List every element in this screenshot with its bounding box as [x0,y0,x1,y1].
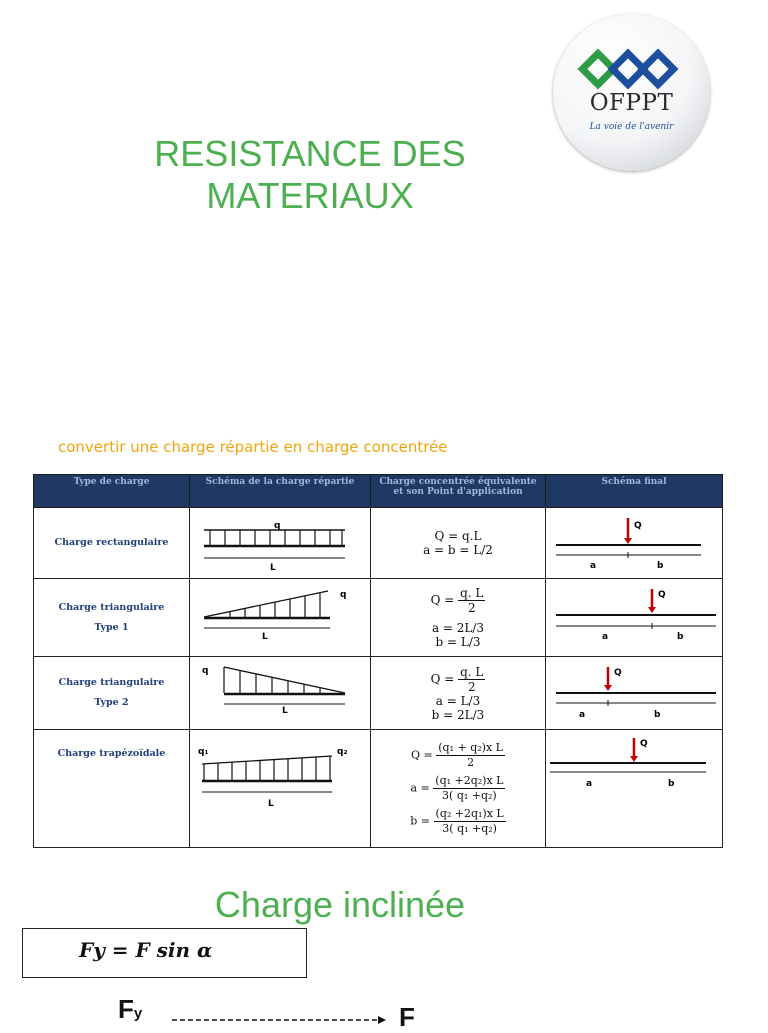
svg-text:L: L [282,706,288,716]
formula-box [22,928,307,978]
distributed-load-diagram [190,508,371,579]
inclined-force-formula: Fy = F sin α [79,938,213,962]
svg-text:L: L [270,563,276,573]
header-type: Type de charge [34,475,190,508]
table-row [34,508,723,579]
final-diagram [546,579,723,657]
equivalent-formula: Q = $\frac{q. L}{2}$ a = 2L/3 b = L/3 [371,579,546,657]
equivalent-formula: Q = q.L a = b = L/2 [371,508,546,579]
final-load-diagram [546,579,723,652]
svg-text:a: a [590,561,597,571]
f-label: F [399,1002,415,1032]
svg-text:b: b [668,779,675,789]
svg-text:q₁: q₁ [198,747,209,757]
final-diagram [546,730,723,848]
svg-text:Q: Q [634,521,642,531]
row-label: Charge triangulaire Type 1 [34,579,190,657]
final-load-diagram [546,657,723,725]
table-row [34,657,723,730]
title-line-2: MATERIAUX [206,175,414,216]
svg-text:b: b [677,632,684,642]
distributed-load-diagram [190,657,371,730]
svg-text:Q: Q [658,590,666,600]
svg-text:a: a [586,779,593,789]
final-load-diagram [546,730,723,843]
distributed-load-diagram [190,730,371,848]
header-schema: Schéma de la charge répartie [190,475,371,508]
equivalent-formula: Q = $\frac{q. L}{2}$ a = L/3 b = 2L/3 [371,657,546,730]
svg-text:b: b [657,561,664,571]
header-final: Schéma final [546,475,723,508]
svg-text:a: a [579,710,586,720]
row-label: Charge triangulaire Type 2 [34,657,190,730]
svg-text:L: L [262,632,268,642]
page-title [140,133,480,217]
table-row [34,579,723,657]
row-label: Charge rectangulaire [34,508,190,579]
row-label: Charge trapézoïdale [34,730,190,848]
svg-text:q: q [202,666,209,676]
equivalent-formula: Q = $\frac{\text{(q₁ + q₂)x L}}{2}$ a = $\frac{\text{(q₁ +2q₂)x L}}{\text{3( q₁ +q₂)}}$ b = $\frac{\text{(q₂ +2q₁)x L}}{\text{3( q₁ +q₂)}}$ [371,730,546,848]
rectangular-load-diagram [190,508,371,574]
trapezoidal-load-diagram [190,730,371,843]
logo-name: OFPPT [589,90,674,116]
svg-text:q: q [340,590,347,600]
ofppt-logo [553,14,710,171]
logo-emblem-icon [553,14,710,94]
table-row [34,730,723,848]
final-diagram [546,657,723,730]
fy-label: Fy [118,994,143,1024]
triangular-load-1-diagram [190,579,371,652]
final-load-diagram [546,508,723,574]
svg-text:Q: Q [640,739,648,749]
logo-tagline: La voie de l'avenir [589,122,674,132]
svg-text:b: b [654,710,661,720]
title-line-1: RESISTANCE DES [154,133,466,174]
table-header-row [34,475,723,508]
header-concentrated: Charge concentrée équivalente et son Point d'application [371,475,546,508]
svg-text:Q: Q [614,668,622,678]
triangular-load-2-diagram [190,657,371,725]
table-subtitle: convertir une charge répartie en charge concentrée [58,438,448,456]
distributed-load-diagram [190,579,371,657]
svg-text:q₂: q₂ [337,747,348,757]
charge-conversion-table [33,474,723,848]
svg-text:a: a [602,632,609,642]
final-diagram [546,508,723,579]
svg-text:q: q [274,521,281,531]
dashed-arrow [168,1006,398,1026]
section-title: Charge inclinée [214,884,466,925]
svg-text:L: L [268,799,274,809]
